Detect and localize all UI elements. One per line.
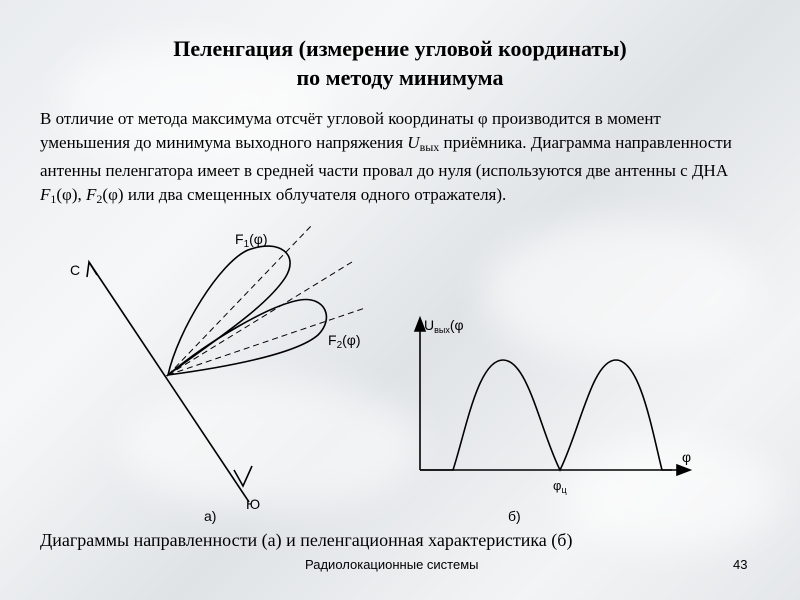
north-south-axis [89,262,249,502]
label-f1-argument: (φ) [249,231,268,247]
axis-arrow-c [87,262,97,277]
page-number: 43 [733,557,748,572]
u-subscript: вых [419,140,440,154]
y-label-subscript: вых [434,325,450,335]
lobe-f2 [168,300,326,375]
paragraph-text-3: или два смещенных облучателя одного отражателя). [123,185,507,204]
title-line-1: Пеленгация (измерение угловой координаты) [173,36,627,61]
label-f1-subscript: 1 [243,239,250,250]
f2-argument: (φ) [102,185,124,204]
paragraph-text-2: приёмника. Диаграмма направленности антенны пеленгатора имеет в средней части провал до нуля (используются две антенны с ДНА [40,133,732,180]
label-f2-symbol: F [328,332,337,348]
x-axis-label: φ [682,449,692,465]
f2-subscript: 2 [96,192,103,206]
y-label-argument: (φ [449,317,464,333]
label-f1 [235,231,268,250]
y-label-symbol: U [424,317,435,333]
f1-argument: (φ), [56,185,87,204]
title-line-2: по методу минимума [296,65,504,90]
phi-c-subscript: ц [561,485,567,495]
label-c: С [70,262,81,278]
characteristic-curve [420,360,672,470]
label-f2 [328,332,361,351]
phi-c-label [553,478,567,495]
u-symbol: U [407,133,420,152]
label-yu: Ю [246,496,261,512]
label-f2-argument: (φ) [342,332,361,348]
f1-subscript: 1 [50,192,57,206]
y-axis-label [424,317,464,335]
figure-caption: Диаграммы направленности (а) и пеленгационная характеристика (б) [40,530,573,550]
f2-symbol: F [86,185,97,204]
paragraph-text-1: В отличие от метода максимума отсчёт угловой координаты φ производится в момент уменьшения до минимума выходного напряжения [40,109,661,152]
label-f2-subscript: 2 [336,340,343,351]
x-axis-arrow [677,465,690,475]
phi-c-symbol: φ [553,478,562,493]
tag-b: б) [508,508,521,524]
f1-symbol: F [40,185,51,204]
tag-a: а) [204,508,217,524]
footer-text: Радиолокационные системы [305,557,479,572]
label-f1-symbol: F [235,231,244,247]
